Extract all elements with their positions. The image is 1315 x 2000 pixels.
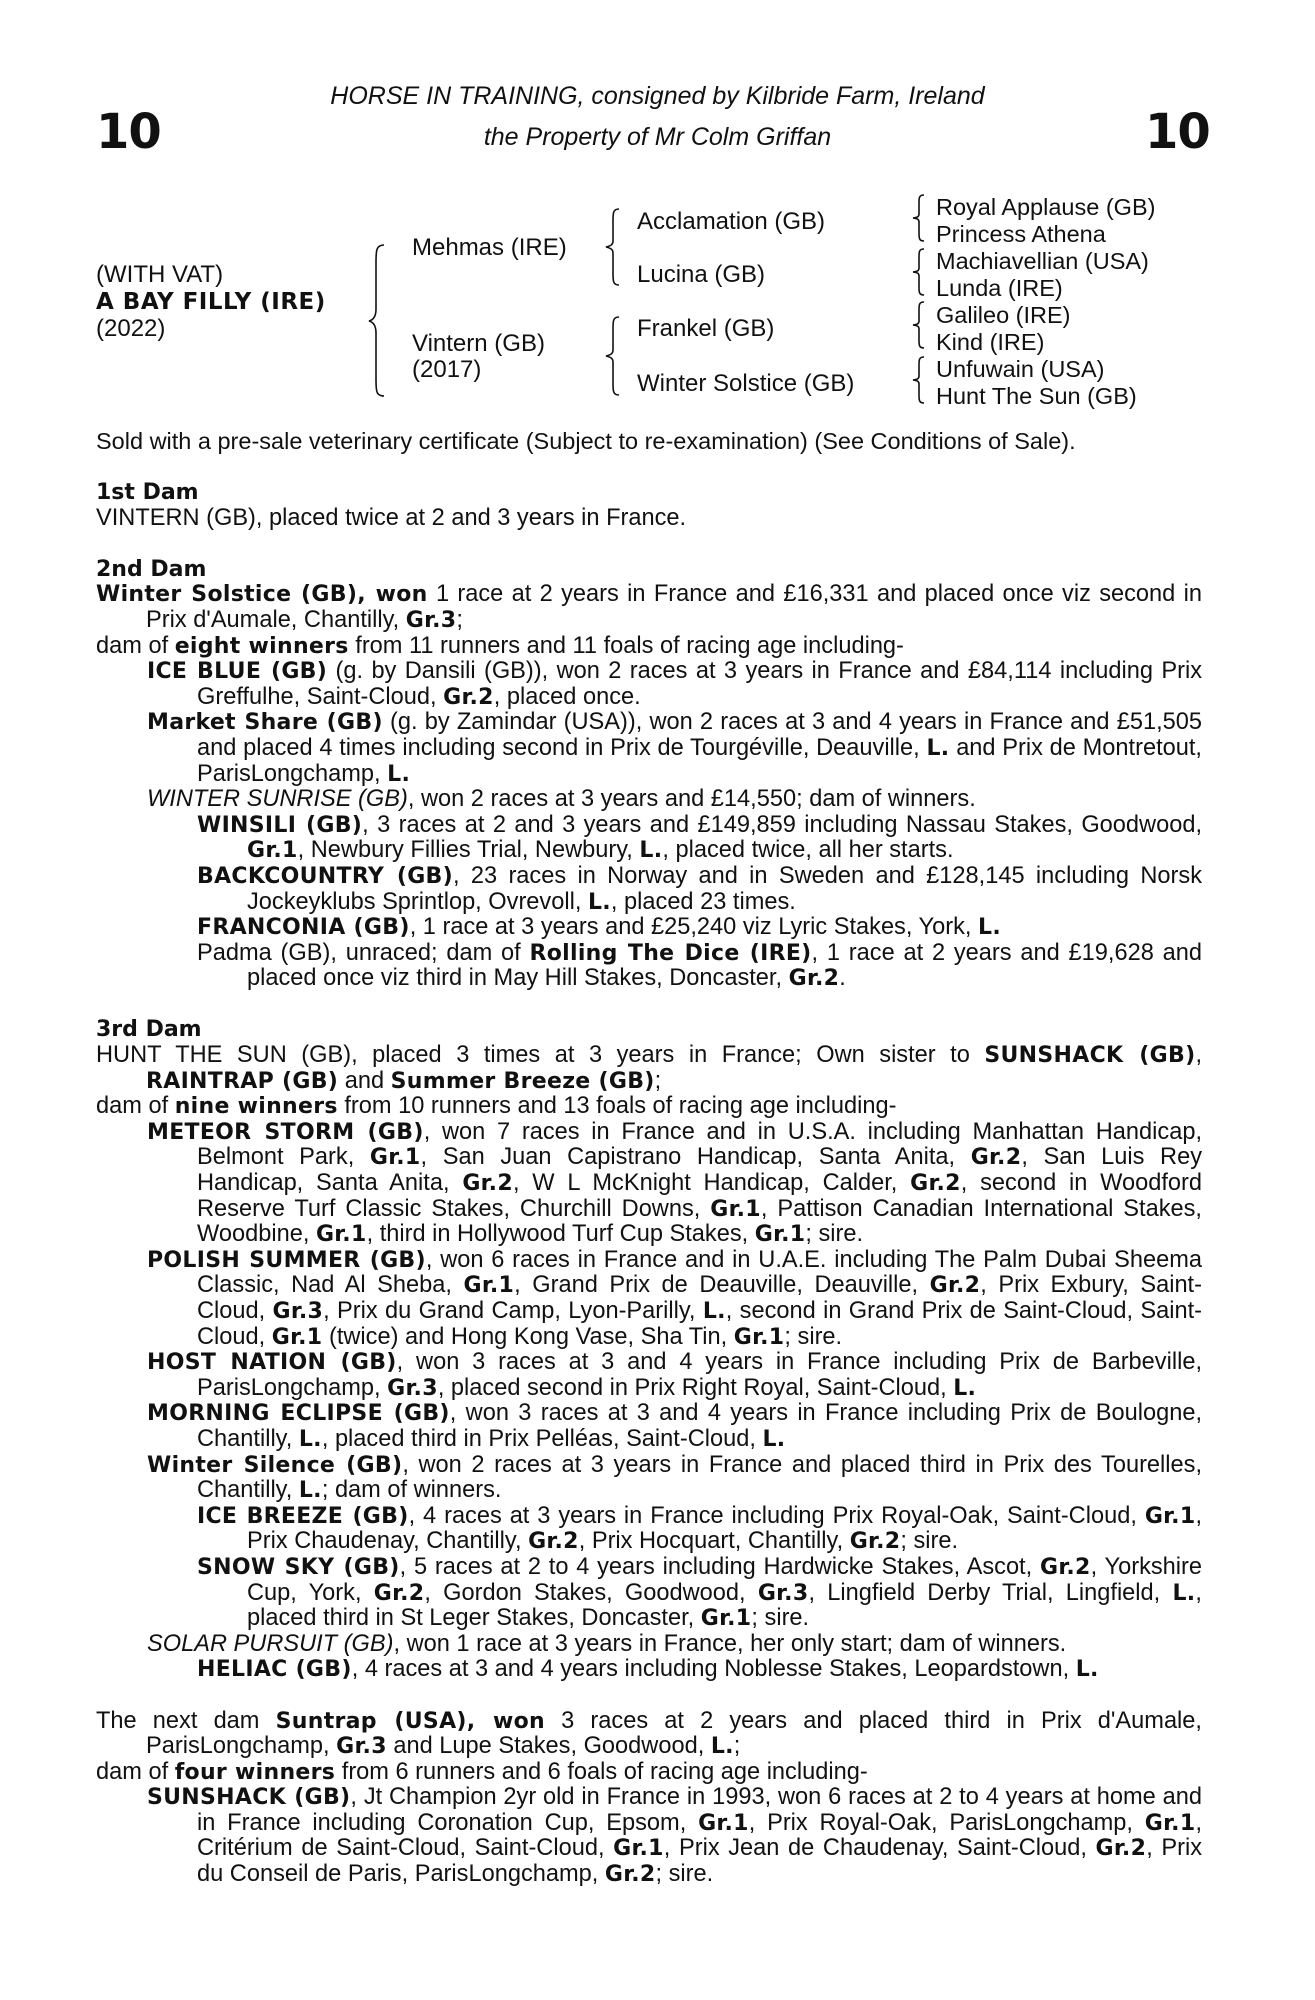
bold-text: L.: [587, 889, 611, 915]
dam-of-sire: Lucina (GB): [637, 261, 766, 288]
text-run: .: [839, 965, 846, 992]
produce-entry: [147, 1785, 1202, 1887]
text-run: , 3 races at 2 and 3 years and £149,859 including Nassau Stakes, Goodwood,: [362, 811, 1203, 838]
bold-text: MORNING ECLIPSE (GB): [147, 1401, 450, 1427]
text-run: and: [338, 1067, 391, 1094]
produce-entry: [147, 710, 1202, 787]
bold-text: Gr.1: [247, 838, 298, 864]
bold-text: BACKCOUNTRY (GB): [197, 863, 453, 889]
dam-of-dam: Winter Solstice (GB): [637, 370, 855, 397]
g4-lunda: Lunda (IRE): [936, 275, 1063, 301]
text-run: , won 2 races at 3 years and £14,550; dam of winners.: [407, 786, 976, 813]
text-run: , placed second in Prix Right Royal, Saint-Cloud,: [437, 1374, 954, 1401]
bold-text: L.: [926, 735, 950, 761]
text-run: , San Luis Rey Handicap, Santa Anita,: [197, 1144, 1202, 1197]
second-dam-produce: [96, 659, 1202, 992]
text-run: ; dam of winners.: [321, 1477, 502, 1504]
bold-text: Gr.1: [700, 1606, 752, 1632]
text-run: , 1 race at 3 years and £25,240 viz Lyric Stakes, York,: [409, 914, 978, 941]
text-run: ; sire.: [805, 1221, 864, 1248]
horse-name: A BAY FILLY (IRE): [96, 289, 326, 315]
dam-year: (2017): [412, 356, 482, 383]
text-run: , W L McKnight Handicap, Calder,: [512, 1170, 911, 1197]
produce-entry: [147, 1632, 1202, 1658]
text-run: ; sire.: [784, 1323, 843, 1350]
bold-text: L.: [953, 1375, 977, 1401]
text-run: , Lingfield Derby Trial, Lingfield,: [808, 1579, 1173, 1606]
text-run: ; sire.: [900, 1528, 959, 1555]
bold-text: FRANCONIA (GB): [197, 915, 410, 941]
italic-text: WINTER SUNRISE (GB): [147, 786, 408, 813]
bold-text: ICE BREEZE (GB): [197, 1503, 409, 1529]
bold-text: Gr.1: [463, 1273, 515, 1299]
brace-g4-4: [912, 355, 926, 405]
first-dam-text: VINTERN (GB), placed twice at 2 and 3 years in France.: [96, 504, 687, 531]
text-run: , Gordon Stakes, Goodwood,: [424, 1579, 758, 1606]
bold-text: Gr.2: [1095, 1836, 1147, 1862]
bold-text: Gr.1: [369, 1145, 421, 1171]
produce-entry: [147, 1401, 1202, 1452]
bold-text: Gr.3: [336, 1734, 387, 1760]
sire-of-dam: Frankel (GB): [637, 315, 775, 342]
text-run: , won 3 races at 3 and 4 years in France including Prix de Boulogne, Chantilly,: [197, 1400, 1202, 1452]
text-run: , Grand Prix de Deauville, Deauville,: [514, 1272, 930, 1299]
text-run: from 10 runners and 13 foals of racing age including-: [337, 1093, 897, 1120]
text-run: , Prix Jean de Chaudenay, Saint-Cloud,: [663, 1835, 1096, 1862]
bold-text: Gr.1: [733, 1324, 785, 1350]
text-run: HUNT THE SUN (GB), placed 3 times at 3 years in France; Own sister to: [96, 1042, 985, 1069]
text-run: , placed twice, all her starts.: [662, 837, 954, 864]
produce-entry: [147, 787, 1202, 813]
text-run: and Prix de Montretout, ParisLongchamp,: [197, 734, 1202, 787]
produce-entry: [197, 941, 1202, 992]
bold-text: L.: [1075, 1657, 1099, 1683]
first-dam-heading: 1st Dam: [96, 480, 199, 505]
text-run: dam of: [96, 632, 175, 659]
bold-text: L.: [710, 1734, 734, 1760]
text-run: , placed 23 times.: [610, 888, 796, 915]
bold-text: Winter Solstice (GB), won: [96, 582, 428, 608]
text-run: , 1 race at 2 years and £19,628 and placed once viz third in May Hill Stakes, Doncaster,: [247, 939, 1202, 992]
brace-sire-line: [605, 207, 623, 287]
text-run: , won 7 races in France and in U.S.A. including Manhattan Handicap, Belmont Park,: [197, 1118, 1202, 1171]
text-run: from 11 runners and 11 foals of racing age including-: [348, 632, 904, 659]
brace-g4-1: [912, 193, 926, 243]
text-run: , 4 races at 3 and 4 years including Noblesse Stakes, Leopardstown,: [351, 1656, 1076, 1683]
bold-text: SUNSHACK (GB): [147, 1785, 351, 1811]
bold-text: Gr.2: [929, 1273, 981, 1299]
produce-entry: [197, 813, 1202, 864]
text-run: , 5 races at 2 to 4 years including Hardwicke Stakes, Ascot,: [399, 1553, 1040, 1580]
bold-text: ICE BLUE (GB): [147, 659, 328, 685]
foaling-year: (2022): [96, 315, 166, 342]
text-run: , placed once.: [493, 683, 641, 710]
bold-text: Gr.2: [788, 966, 840, 992]
g4-hunt-the-sun: Hunt The Sun (GB): [936, 383, 1137, 409]
bold-text: Suntrap (USA), won: [275, 1708, 545, 1734]
text-run: (twice) and Hong Kong Vase, Sha Tin,: [322, 1323, 734, 1350]
bold-text: Rolling The Dice (IRE): [529, 940, 812, 966]
brace-g4-2: [912, 247, 926, 297]
bold-text: Gr.3: [757, 1580, 809, 1606]
text-run: ;: [654, 1067, 662, 1094]
produce-entry: [147, 1120, 1202, 1248]
produce-entry: [147, 1453, 1202, 1504]
italic-text: SOLAR PURSUIT (GB): [147, 1630, 394, 1657]
text-run: , Jt Champion 2yr old in France in 1993, won 6 races at 2 to 4 years at home and in France including Coronation Cup, Epsom,: [197, 1784, 1202, 1836]
produce-entry: [197, 1555, 1202, 1632]
bold-text: HOST NATION (GB): [147, 1350, 397, 1376]
text-run: 1 race at 2 years in France and £16,331 and placed once viz second in Prix d'Aumale, Chantilly,: [146, 581, 1202, 633]
text-run: , third in Hollywood Turf Cup Stakes,: [366, 1221, 755, 1248]
third-dam-heading: 3rd Dam: [96, 1017, 202, 1043]
bold-text: Gr.2: [970, 1145, 1022, 1171]
bold-text: Summer Breeze (GB): [390, 1068, 655, 1094]
second-dam-intro: [96, 582, 1202, 633]
bold-text: Gr.1: [754, 1222, 806, 1248]
text-run: , Prix du Conseil de Paris, ParisLongchamp,: [197, 1835, 1203, 1888]
produce-entry: [147, 1350, 1202, 1401]
text-run: , Prix du Grand Camp, Lyon-Parilly,: [323, 1298, 703, 1324]
produce-entry: [197, 1657, 1202, 1683]
text-run: dam of: [96, 1758, 175, 1785]
dam: Vintern (GB): [412, 330, 545, 357]
bold-text: nine winners: [174, 1094, 338, 1120]
bold-text: HELIAC (GB): [197, 1657, 352, 1683]
text-run: , Prix Chaudenay, Chantilly,: [247, 1502, 1203, 1555]
bold-text: WINSILI (GB): [197, 812, 363, 838]
third-dam-produce: [96, 1120, 1202, 1683]
text-run: 3 races at 2 years and placed third in Prix d'Aumale, ParisLongchamp,: [146, 1707, 1202, 1760]
bold-text: Gr.1: [1144, 1810, 1196, 1836]
bold-text: Gr.2: [373, 1580, 425, 1606]
bold-text: L.: [978, 915, 1001, 941]
g4-kind: Kind (IRE): [936, 329, 1045, 355]
bold-text: Gr.2: [604, 1862, 656, 1888]
text-run: , Yorkshire Cup, York,: [247, 1553, 1203, 1606]
bold-text: Gr.3: [405, 607, 457, 633]
produce-entry: [197, 864, 1202, 915]
text-run: ,: [1195, 1042, 1203, 1069]
next-dam-produce-summary: [96, 1760, 1202, 1786]
bold-text: Gr.3: [272, 1299, 324, 1324]
text-run: , Prix Hocquart, Chantilly,: [578, 1528, 850, 1555]
bold-text: Gr.2: [849, 1529, 901, 1555]
bold-text: L.: [702, 1299, 726, 1324]
text-run: , won 2 races at 3 years in France and placed third in Prix des Tourelles, Chantilly,: [197, 1451, 1203, 1504]
bold-text: L.: [762, 1426, 786, 1452]
text-run: , 4 races at 3 years in France including Prix Royal-Oak, Saint-Cloud,: [408, 1502, 1145, 1529]
bold-text: Gr.2: [1039, 1554, 1091, 1580]
second-dam-heading: 2nd Dam: [96, 556, 207, 582]
bold-text: Gr.2: [910, 1171, 961, 1197]
text-run: , Critérium de Saint-Cloud, Saint-Cloud,: [197, 1809, 1202, 1862]
third-dam-intro: [96, 1043, 1202, 1094]
text-run: from 6 runners and 6 foals of racing age including-: [335, 1758, 868, 1785]
g4-galileo: Galileo (IRE): [936, 302, 1071, 328]
bold-text: L.: [387, 761, 411, 787]
brace-dam-line: [605, 315, 623, 397]
text-run: ; sire.: [751, 1605, 810, 1632]
text-run: , 23 races in Norway and in Sweden and £128,145 including Norsk Jockeyklubs Sprintlop, Ovrevoll,: [247, 862, 1202, 915]
text-run: , placed third in St Leger Stakes, Doncaster,: [247, 1579, 1202, 1632]
bold-text: four winners: [174, 1759, 336, 1785]
third-dam-produce-summary: [96, 1094, 1202, 1120]
property-line: the Property of Mr Colm Griffan: [483, 123, 832, 151]
text-run: , won 6 races in France and in U.A.E. including The Palm Dubai Sheema Classic, Nad Al Sheba,: [197, 1246, 1202, 1299]
text-run: The next dam: [96, 1707, 276, 1734]
bold-text: Gr.2: [462, 1171, 513, 1197]
bold-text: Market Share (GB): [147, 710, 383, 736]
text-run: , won 1 race at 3 years in France, her only start; dam of winners.: [393, 1630, 1067, 1657]
text-run: (g. by Zamindar (USA)), won 2 races at 3 and 4 years in France and £51,505 and placed 4 times including second in Prix de Tourgéville, Deauville,: [197, 709, 1202, 761]
text-run: , second in Grand Prix de Saint-Cloud, Saint-Cloud,: [197, 1298, 1202, 1350]
text-run: ;: [733, 1733, 741, 1760]
text-run: , Newbury Fillies Trial, Newbury,: [297, 837, 640, 864]
consignment-line: HORSE IN TRAINING, consigned by Kilbride Farm, Ireland: [330, 82, 985, 110]
lot-number-right: 10: [1145, 104, 1210, 160]
brace-first-gen: [368, 243, 388, 398]
produce-entry: [197, 915, 1202, 941]
bold-text: eight winners: [174, 633, 349, 659]
lot-number-left: 10: [96, 104, 161, 160]
vet-certificate-note: Sold with a pre-sale veterinary certificate (Subject to re-examination) (See Conditions of Sale).: [96, 428, 1076, 454]
sire: Mehmas (IRE): [412, 234, 567, 261]
catalogue-body: [96, 480, 1202, 1888]
g4-princess-athena: Princess Athena: [936, 221, 1106, 247]
bold-text: Gr.2: [443, 684, 494, 710]
bold-text: L.: [1172, 1580, 1196, 1606]
g4-machiavellian: Machiavellian (USA): [936, 248, 1149, 274]
produce-entry: [197, 1504, 1202, 1555]
text-run: dam of: [96, 1093, 175, 1120]
bold-text: L.: [639, 838, 663, 864]
g4-royal-applause: Royal Applause (GB): [936, 194, 1156, 220]
text-run: ; sire.: [655, 1861, 714, 1888]
bold-text: L.: [298, 1478, 322, 1504]
g4-unfuwain: Unfuwain (USA): [936, 356, 1105, 382]
bold-text: POLISH SUMMER (GB): [147, 1247, 426, 1273]
text-run: , placed third in Prix Pelléas, Saint-Cloud,: [321, 1425, 763, 1452]
bold-text: SUNSHACK (GB): [984, 1043, 1196, 1069]
vat-note: (WITH VAT): [96, 261, 224, 288]
bold-text: Winter Silence (GB): [147, 1452, 403, 1478]
text-run: , Pattison Canadian International Stakes, Woodbine,: [197, 1195, 1202, 1248]
bold-text: Gr.1: [271, 1324, 323, 1350]
bold-text: Gr.3: [387, 1375, 438, 1401]
produce-entry: [147, 1248, 1202, 1350]
text-run: , second in Woodford Reserve Turf Classic Stakes, Churchill Downs,: [197, 1170, 1203, 1222]
text-run: , Prix Exbury, Saint-Cloud,: [197, 1272, 1202, 1324]
bold-text: Gr.2: [528, 1529, 579, 1555]
bold-text: L.: [298, 1426, 322, 1452]
second-dam-produce-summary: [96, 634, 1202, 660]
bold-text: METEOR STORM (GB): [147, 1119, 424, 1145]
sire-of-sire: Acclamation (GB): [637, 208, 826, 235]
bold-text: Gr.1: [698, 1810, 749, 1836]
bold-text: Gr.1: [613, 1836, 664, 1862]
brace-g4-3: [912, 300, 926, 350]
text-run: (g. by Dansili (GB)), won 2 races at 3 years in France and £84,114 including Prix Greffulhe, Saint-Cloud,: [197, 658, 1202, 710]
bold-text: SNOW SKY (GB): [197, 1554, 400, 1580]
text-run: , won 3 races at 3 and 4 years in France including Prix de Barbeville, ParisLongchamp,: [197, 1349, 1202, 1401]
text-run: , San Juan Capistrano Handicap, Santa Anita,: [420, 1144, 971, 1171]
bold-text: RAINTRAP (GB): [146, 1068, 339, 1094]
text-run: and Lupe Stakes, Goodwood,: [386, 1733, 711, 1760]
next-dam-produce: [96, 1785, 1202, 1887]
text-run: , Prix Royal-Oak, ParisLongchamp,: [748, 1809, 1145, 1836]
bold-text: Gr.1: [315, 1222, 367, 1248]
text-run: Padma (GB), unraced; dam of: [197, 939, 530, 966]
bold-text: Gr.1: [710, 1196, 761, 1222]
produce-entry: [147, 659, 1202, 710]
bold-text: Gr.1: [1144, 1503, 1196, 1529]
next-dam-intro: [96, 1709, 1202, 1760]
text-run: ;: [456, 606, 463, 633]
